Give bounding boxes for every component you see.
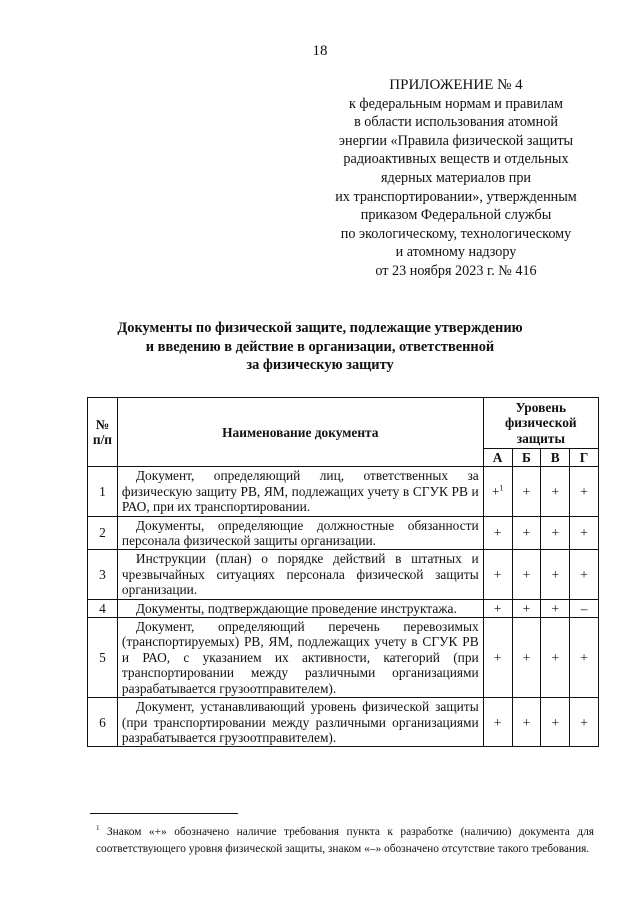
table-row xyxy=(88,698,599,747)
table-row xyxy=(88,467,599,516)
footnote-divider xyxy=(90,813,238,814)
heading-line: Документы по физической защите, подлежащие утверждению xyxy=(117,320,523,336)
row-mark-v: + xyxy=(541,550,570,599)
row-mark-g: + xyxy=(570,698,599,747)
row-document-name: Документ, устанавливающий уровень физической защиты (при транспортировании между различными организациями разрабатывается грузоотправителем). xyxy=(117,698,483,747)
row-number: 1 xyxy=(88,467,118,516)
level-header-g: Г xyxy=(570,449,599,467)
row-number: 4 xyxy=(88,599,118,617)
heading-line: за физическую защиту xyxy=(246,357,394,374)
table-row xyxy=(88,516,599,550)
row-mark-a: + xyxy=(483,516,512,550)
row-mark-b: + xyxy=(512,467,541,516)
row-mark-a: + xyxy=(483,550,512,599)
appendix-line: в области использования атомной xyxy=(354,114,558,131)
row-mark-b: + xyxy=(512,698,541,747)
row-mark-b: + xyxy=(512,516,541,550)
table-row xyxy=(88,599,599,617)
appendix-line: приказом Федеральной службы xyxy=(360,207,552,224)
row-mark-v: + xyxy=(541,618,570,698)
row-number: 5 xyxy=(88,618,118,698)
row-document-name: Инструкции (план) о порядке действий в штатных и чрезвычайных ситуациях персонала физической защиты организации. xyxy=(117,550,483,599)
row-mark-v: + xyxy=(541,516,570,550)
row-document-name: Документы, определяющие должностные обязанности персонала физической защиты организации. xyxy=(117,516,483,550)
row-mark-v: + xyxy=(541,698,570,747)
appendix-line: радиоактивных веществ и отдельных xyxy=(343,151,569,168)
row-mark-b: + xyxy=(512,618,541,698)
table-row xyxy=(88,550,599,599)
row-document-name: Документ, определяющий лиц, ответственных за физическую защиту РВ, ЯМ, подлежащих учету в СГУК РВ и РАО, при их транспортировании. xyxy=(117,467,483,516)
document-heading xyxy=(60,319,580,375)
column-header-name: Наименование документа xyxy=(117,398,483,467)
level-header-b: Б xyxy=(512,449,541,467)
row-mark-a: + xyxy=(483,618,512,698)
appendix-title: ПРИЛОЖЕНИЕ № 4 xyxy=(389,77,523,93)
column-header-level: Уровень физической защиты xyxy=(483,398,598,449)
row-document-name: Документы, подтверждающие проведение инструктажа. xyxy=(117,599,483,617)
row-mark-b: + xyxy=(512,599,541,617)
appendix-line: их транспортировании», утвержденным xyxy=(335,188,577,205)
footnote xyxy=(96,824,594,858)
row-number: 3 xyxy=(88,550,118,599)
row-number: 2 xyxy=(88,516,118,550)
appendix-block xyxy=(306,76,606,281)
footnote-marker: 1 xyxy=(96,824,100,833)
row-mark-g: – xyxy=(570,599,599,617)
row-mark-g: + xyxy=(570,516,599,550)
row-document-name: Документ, определяющий перечень перевозимых (транспортируемых) РВ, ЯМ, подлежащих учету в СГУК РВ и РАО, с указанием их активности, категорий (при транспортировании между различными организациями разрабатывается грузоотправителем). xyxy=(117,618,483,698)
level-header-v: В xyxy=(541,449,570,467)
row-mark-a: +$^1$ xyxy=(483,467,512,516)
footnote-ref: 1 xyxy=(499,483,504,493)
appendix-line: к федеральным нормам и правилам xyxy=(348,95,563,112)
heading-line: и введению в действие в организации, ответственной xyxy=(145,338,495,355)
appendix-line: ядерных материалов при xyxy=(380,169,531,186)
footnote-text: Знаком «+» обозначено наличие требования пункта к разработке (наличию) документа для соответствующего уровня физической защиты, знаком «–» обозначено отсутствие такого требования. xyxy=(96,826,594,855)
row-mark-b: + xyxy=(512,550,541,599)
row-mark-a: + xyxy=(483,599,512,617)
row-mark-g: + xyxy=(570,467,599,516)
appendix-line: от 23 ноября 2023 г. № 416 xyxy=(375,262,537,279)
appendix-line: энергии «Правила физической защиты xyxy=(338,132,574,149)
row-mark-g: + xyxy=(570,550,599,599)
row-mark-v: + xyxy=(541,599,570,617)
documents-table xyxy=(87,397,599,747)
page-number: 18 xyxy=(312,43,328,59)
table-row xyxy=(88,618,599,698)
appendix-line: и атомному надзору xyxy=(395,244,517,261)
row-number: 6 xyxy=(88,698,118,747)
row-mark-v: + xyxy=(541,467,570,516)
level-header-a: А xyxy=(483,449,512,467)
column-header-number: № п/п xyxy=(88,398,118,467)
row-mark-g: + xyxy=(570,618,599,698)
appendix-line: по экологическому, технологическому xyxy=(340,225,572,242)
row-mark-a: + xyxy=(483,698,512,747)
